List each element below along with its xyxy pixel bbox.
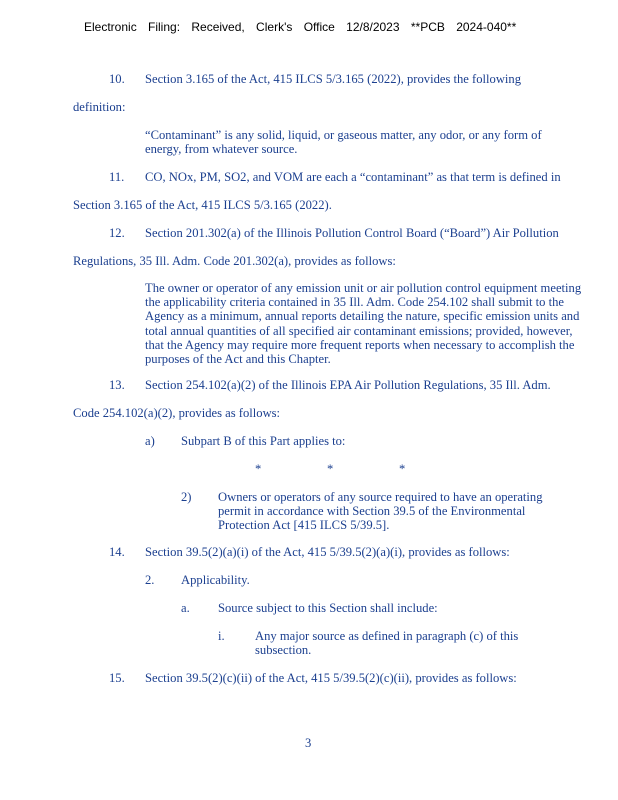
paragraph-13-line1: Section 254.102(a)(2) of the Illinois EPA Air Pollution Regulations, 35 Ill. Adm. (145, 378, 551, 392)
reporting-requirement-quote: The owner or operator of any emission unit or air pollution control equipment meeting the applicability criteria contained in 35 Ill. Adm. Code 254.102 shall submit to the Agency as a minimum, annual reports detailing the nature, specific emission units and total annual quantities of all specified air contaminant emissions; provided, however, that the Agency may require more frequent reports when necessary to accomplish the purposes of the Act and this Chapter. (145, 281, 582, 367)
ellipsis-star: * (327, 462, 334, 476)
paragraph-14-line1: Section 39.5(2)(a)(i) of the Act, 415 5/39.5(2)(a)(i), provides as follows: (145, 545, 510, 559)
subsection-text: Any major source as defined in paragraph (c) of this subsection. (255, 629, 519, 658)
subsection-label: a. (181, 601, 190, 615)
subsection-text: Applicability. (181, 573, 250, 587)
contaminant-definition-quote: “Contaminant” is any solid, liquid, or gaseous matter, any odor, or any form of energy, from whatever source. (145, 128, 542, 157)
page-number: 3 (305, 736, 312, 750)
paragraph-10-line1: Section 3.165 of the Act, 415 ILCS 5/3.165 (2022), provides the following (145, 72, 522, 86)
paragraph-13-line2: Code 254.102(a)(2), provides as follows: (73, 406, 281, 420)
subsection-label: i. (218, 629, 225, 643)
paragraph-number: 15. (109, 671, 125, 685)
paragraph-11-line1: CO, NOx, PM, SO2, and VOM are each a “contaminant” as that term is defined in (145, 170, 561, 184)
paragraph-15-line1: Section 39.5(2)(c)(ii) of the Act, 415 5/39.5(2)(c)(ii), provides as follows: (145, 671, 517, 685)
paragraph-10-line2: definition: (73, 100, 126, 114)
paragraph-number: 12. (109, 226, 125, 240)
paragraph-11-line2: Section 3.165 of the Act, 415 ILCS 5/3.165 (2022). (73, 198, 332, 212)
subsection-text: Owners or operators of any source required to have an operating permit in accordance with Section 39.5 of the Environmental Protection Act [415 ILCS 5/39.5]. (218, 490, 543, 533)
subsection-label: 2. (145, 573, 155, 587)
paragraph-12-line1: Section 201.302(a) of the Illinois Pollution Control Board (“Board”) Air Pollution (145, 226, 559, 240)
subsection-label: 2) (181, 490, 192, 504)
filing-header: Electronic Filing: Received, Clerk's Office 12/8/2023 **PCB 2024-040** (84, 20, 517, 34)
paragraph-12-line2: Regulations, 35 Ill. Adm. Code 201.302(a), provides as follows: (73, 254, 396, 268)
ellipsis-star: * (399, 462, 406, 476)
paragraph-number: 13. (109, 378, 125, 392)
paragraph-number: 11. (109, 170, 125, 184)
paragraph-number: 14. (109, 545, 125, 559)
ellipsis-star: * (255, 462, 262, 476)
paragraph-number: 10. (109, 72, 125, 86)
subsection-text: Subpart B of this Part applies to: (181, 434, 346, 448)
subsection-label: a) (145, 434, 155, 448)
subsection-text: Source subject to this Section shall include: (218, 601, 438, 615)
